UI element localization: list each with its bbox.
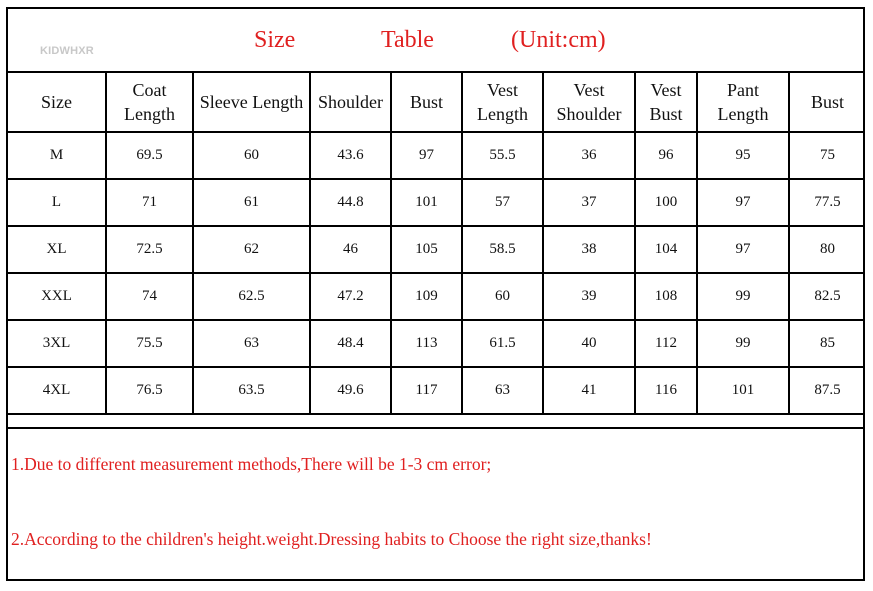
- title-unit: (Unit:cm): [511, 27, 606, 53]
- column-header: [106, 72, 193, 132]
- measurement-cell: 113: [391, 320, 462, 367]
- measurement-cell: 62.5: [193, 273, 310, 320]
- header-row: [8, 72, 865, 132]
- column-header: [462, 72, 543, 132]
- measurement-cell: 101: [697, 367, 789, 414]
- measurement-cell: 48.4: [310, 320, 391, 367]
- column-header-line: Bust: [649, 104, 683, 124]
- size-label-cell: L: [8, 179, 106, 226]
- size-table: [8, 71, 865, 415]
- column-header-line: Length: [477, 104, 528, 124]
- column-header-line: Vest: [487, 80, 518, 100]
- measurement-cell: 75.5: [106, 320, 193, 367]
- column-header: [8, 72, 106, 132]
- column-header: [789, 72, 865, 132]
- measurement-cell: 100: [635, 179, 697, 226]
- measurement-cell: 36: [543, 132, 635, 179]
- measurement-cell: 71: [106, 179, 193, 226]
- column-header-line: Coat: [132, 80, 167, 100]
- measurement-cell: 61.5: [462, 320, 543, 367]
- table-row: [8, 367, 865, 414]
- notes-area: [8, 427, 863, 581]
- measurement-cell: 104: [635, 226, 697, 273]
- measurement-cell: 82.5: [789, 273, 865, 320]
- measurement-cell: 69.5: [106, 132, 193, 179]
- column-header-line: Size: [41, 92, 72, 112]
- column-header-line: Shoulder: [556, 104, 622, 124]
- column-header-line: Vest: [573, 80, 605, 100]
- column-header: [697, 72, 789, 132]
- measurement-cell: 97: [697, 226, 789, 273]
- measurement-cell: 38: [543, 226, 635, 273]
- measurement-cell: 41: [543, 367, 635, 414]
- measurement-cell: 112: [635, 320, 697, 367]
- measurement-cell: 95: [697, 132, 789, 179]
- measurement-cell: 74: [106, 273, 193, 320]
- column-header-line: Sleeve Length: [199, 92, 304, 112]
- measurement-cell: 49.6: [310, 367, 391, 414]
- measurement-cell: 97: [391, 132, 462, 179]
- table-row: [8, 226, 865, 273]
- measurement-cell: 63: [193, 320, 310, 367]
- measurement-cell: 117: [391, 367, 462, 414]
- measurement-cell: 80: [789, 226, 865, 273]
- measurement-cell: 60: [193, 132, 310, 179]
- size-label-cell: XL: [8, 226, 106, 273]
- measurement-cell: 97: [697, 179, 789, 226]
- column-header-line: Shoulder: [318, 92, 383, 112]
- column-header: [193, 72, 310, 132]
- measurement-cell: 63.5: [193, 367, 310, 414]
- measurement-cell: 57: [462, 179, 543, 226]
- measurement-cell: 108: [635, 273, 697, 320]
- column-header-line: Length: [717, 104, 769, 124]
- brand-watermark: KIDWHXR: [40, 45, 94, 57]
- note-measurement-error: 1.Due to different measurement methods,There will be 1-3 cm error;: [11, 454, 492, 474]
- measurement-cell: 76.5: [106, 367, 193, 414]
- table-body: [8, 132, 865, 414]
- title-size: Size: [254, 27, 296, 53]
- measurement-cell: 44.8: [310, 179, 391, 226]
- size-label-cell: 4XL: [8, 367, 106, 414]
- measurement-cell: 37: [543, 179, 635, 226]
- title-row: [8, 9, 863, 73]
- measurement-cell: 109: [391, 273, 462, 320]
- measurement-cell: 96: [635, 132, 697, 179]
- measurement-cell: 75: [789, 132, 865, 179]
- measurement-cell: 63: [462, 367, 543, 414]
- measurement-cell: 85: [789, 320, 865, 367]
- column-header-line: Vest: [650, 80, 682, 100]
- measurement-cell: 87.5: [789, 367, 865, 414]
- measurement-cell: 46: [310, 226, 391, 273]
- table-row: [8, 179, 865, 226]
- column-header-line: Bust: [810, 92, 844, 112]
- note-choose-size: 2.According to the children's height.weight.Dressing habits to Choose the right size,thanks!: [11, 529, 652, 549]
- column-header: [635, 72, 697, 132]
- measurement-cell: 77.5: [789, 179, 865, 226]
- measurement-cell: 39: [543, 273, 635, 320]
- table-row: [8, 132, 865, 179]
- column-header: [310, 72, 391, 132]
- size-label-cell: M: [8, 132, 106, 179]
- measurement-cell: 60: [462, 273, 543, 320]
- table-row: [8, 273, 865, 320]
- measurement-cell: 40: [543, 320, 635, 367]
- measurement-cell: 99: [697, 273, 789, 320]
- measurement-cell: 99: [697, 320, 789, 367]
- measurement-cell: 105: [391, 226, 462, 273]
- table-row: [8, 320, 865, 367]
- size-label-cell: 3XL: [8, 320, 106, 367]
- measurement-cell: 47.2: [310, 273, 391, 320]
- size-chart-frame: [6, 7, 865, 581]
- measurement-cell: 72.5: [106, 226, 193, 273]
- measurement-cell: 58.5: [462, 226, 543, 273]
- column-header: [543, 72, 635, 132]
- title-table: Table: [381, 27, 434, 53]
- column-header-line: Bust: [409, 92, 443, 112]
- measurement-cell: 101: [391, 179, 462, 226]
- measurement-cell: 55.5: [462, 132, 543, 179]
- measurement-cell: 43.6: [310, 132, 391, 179]
- measurement-cell: 61: [193, 179, 310, 226]
- measurement-cell: 62: [193, 226, 310, 273]
- column-header-line: Pant: [726, 80, 759, 100]
- measurement-cell: 116: [635, 367, 697, 414]
- column-header-line: Length: [124, 104, 175, 124]
- column-header: [391, 72, 462, 132]
- size-label-cell: XXL: [8, 273, 106, 320]
